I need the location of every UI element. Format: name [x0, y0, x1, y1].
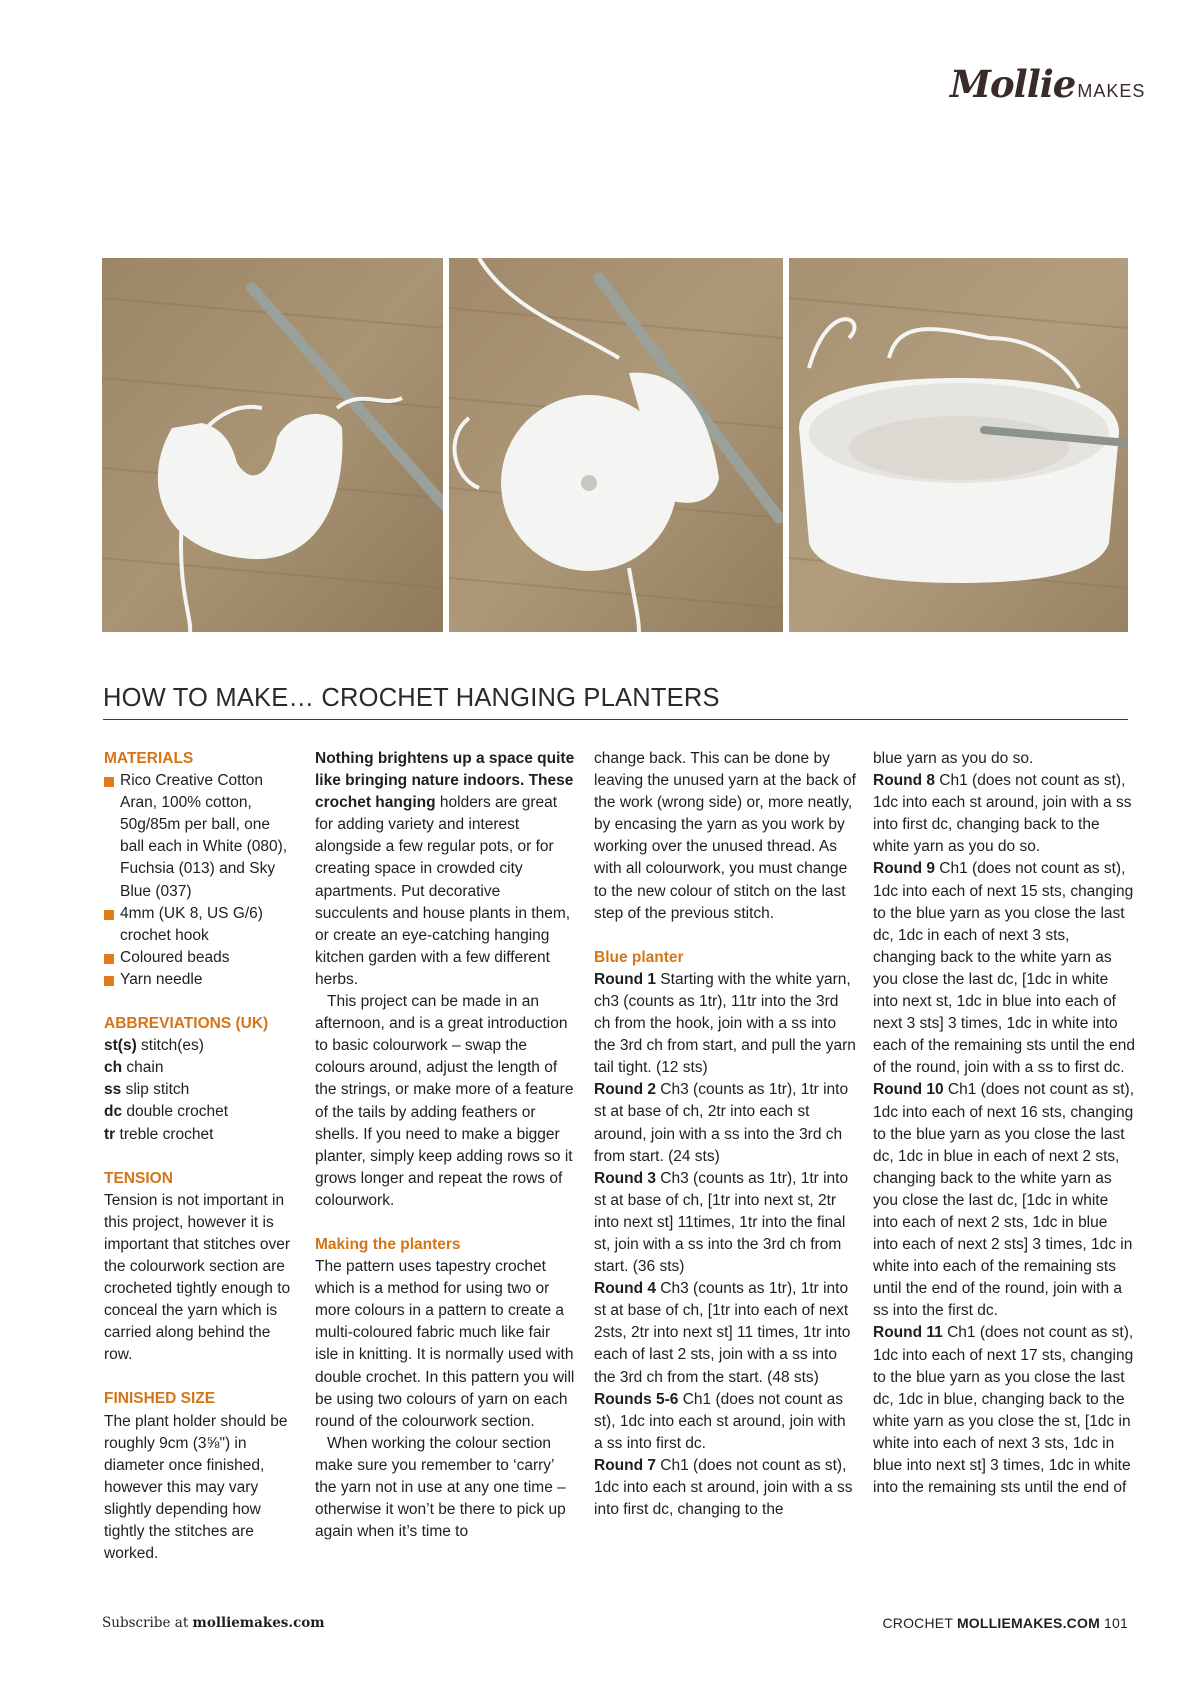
round-text: Ch1 (does not count as st), 1dc into each st around, join with a ss into first dc.	[594, 1390, 846, 1452]
tension-heading: TENSION	[104, 1169, 173, 1187]
round-label: Round 9	[873, 860, 935, 878]
intro-paragraph-2: This project can be made in an afternoon, and is a great introduction to basic colourwork – swap the colours around, adjust the length of the strings, or make more of a feature of the tails by adding feathers or shells. If you need to make a bigger planter, simply keep adding rows so it grows longer and repeat the rows of colourwork.	[315, 993, 574, 1209]
materials-item: Yarn needle	[104, 969, 296, 991]
round-text-part1: Ch1 (does not count as st), 1dc into each st around, join with a ss into first dc, changing to the	[594, 1456, 853, 1519]
page-title: HOW TO MAKE… CROCHET HANGING PLANTERS	[103, 684, 1128, 720]
abbreviation-term: ch	[104, 1059, 123, 1077]
materials-item: Coloured beads	[104, 947, 296, 969]
abbreviations-heading: ABBREVIATIONS (UK)	[104, 1015, 269, 1033]
column-intro	[315, 748, 575, 1543]
mollie-makes-logo	[950, 62, 1146, 106]
making-paragraph-2-start	[315, 1433, 575, 1543]
round-label: Round 7	[594, 1456, 656, 1474]
round-7-continued	[873, 748, 1135, 770]
footer-page-info	[882, 1615, 1128, 1631]
round-label: Round 8	[873, 772, 935, 790]
round-instruction	[594, 1079, 856, 1167]
making-heading: Making the planters	[315, 1235, 461, 1253]
making-paragraph-2-part2: change back. This can be done by leaving the unused yarn at the back of the work (wrong side) or, more neatly, by encasing the yarn as you work by working over the unused thread. As with all colourwork, you must change to the new colour of stitch on the last step of the previous stitch.	[594, 750, 856, 922]
making-paragraph-1: The pattern uses tapestry crochet which is a method for using two or more colours in a pattern to create a multi-coloured fabric much like fair isle in knitting. It is normally used with double crochet. In this pattern you will be using two colours of yarn on each round of the colourwork section.	[315, 1258, 575, 1430]
abbreviation-term: st(s)	[104, 1037, 137, 1055]
round-instruction	[873, 1322, 1135, 1499]
abbreviation-meaning: stitch(es)	[141, 1037, 204, 1055]
round-text-part2: blue yarn as you do so.	[873, 750, 1034, 767]
column-blue-planter	[594, 748, 856, 1521]
abbreviation-term: ss	[104, 1081, 122, 1099]
round-instruction	[594, 1168, 856, 1278]
abbreviation-meaning: double crochet	[126, 1103, 229, 1121]
logo-makes: MAKES	[1077, 81, 1146, 101]
materials-heading: MATERIALS	[104, 750, 194, 767]
abbreviation-row	[104, 1035, 296, 1057]
round-instruction	[594, 1278, 856, 1388]
abbreviation-term: tr	[104, 1125, 116, 1143]
round-text: Ch1 (does not count as st), 1dc into each of next 16 sts, changing to the blue yarn as you close the last dc, 1dc in blue in each of next 2 sts, changing back to the white yarn as you close the last dc, [1dc in white into each of next 2 sts, 1dc in blue into each of next 2 sts] 3 times, 1dc in white into each of the remaining sts until the end of the round, join with a ss into the first dc.	[873, 1081, 1135, 1320]
intro-rest: holders are great for adding variety and interest alongside a few regular pots, or for creating space in crowded city apartments. Put decorative succulents and house plants in them, or create an eye-catching hanging kitchen garden with a few different herbs.	[315, 794, 571, 988]
photo-step-1	[102, 258, 443, 632]
abbreviation-meaning: treble crochet	[119, 1125, 214, 1143]
footer-site: MOLLIEMAKES.COM	[956, 1615, 1100, 1631]
round-label: Round 3	[594, 1169, 656, 1187]
round-text: Ch1 (does not count as st), 1dc into each of next 15 sts, changing to the blue yarn as you close the last dc, 1dc in each of next 3 sts, changing back to the white yarn as you close the last dc, [1dc in white into next st, 1dc in blue into each of next 3 sts] 3 times, 1dc in white into each of the remaining sts until the end of the round, join with a ss to first dc.	[873, 860, 1135, 1077]
making-paragraph-2-part1: When working the colour section make sure you remember to ‘carry’ the yarn not in use at any one time – otherwise it won’t be there to pick up again when it’s time to	[315, 1434, 566, 1541]
round-instruction	[594, 1389, 856, 1455]
round-instruction	[873, 1079, 1135, 1322]
materials-item: Rico Creative Cotton Aran, 100% cotton, 50g/85m per ball, one ball each in White (080), Fuchsia (013) and Sky Blue (037)	[104, 770, 296, 903]
intro-lead: Nothing brightens up a space quite like bringing nature indoors. These crochet hanging	[315, 750, 575, 812]
round-label: Round 10	[873, 1081, 944, 1099]
abbreviation-term: dc	[104, 1103, 123, 1121]
round-label: Round 1	[594, 970, 656, 988]
photo-step-3	[789, 258, 1128, 632]
footer-section: CROCHET	[882, 1615, 957, 1631]
abbreviation-row	[104, 1101, 296, 1123]
round-text: Ch1 (does not count as st), 1dc into each st around, join with a ss into first dc, changing back to the white yarn as you do so.	[873, 772, 1132, 856]
round-instruction	[594, 969, 856, 1079]
materials-item: 4mm (UK 8, US G/6) crochet hook	[104, 903, 296, 947]
tension-text: Tension is not important in this project, however it is important that stitches over the colourwork section are crocheted tightly enough to conceal the yarn which is carried along behind the row.	[104, 1191, 291, 1364]
photo-step-2	[449, 258, 783, 632]
round-text: Starting with the white yarn, ch3 (counts as 1tr), 11tr into the 3rd ch from the hook, join with a ss into the 3rd ch from start, and pull the yarn tail tight. (12 sts)	[594, 970, 856, 1077]
page-number: 101	[1104, 1615, 1128, 1631]
round-instruction	[873, 770, 1135, 858]
footer-site-link[interactable]: molliemakes.com	[192, 1615, 325, 1631]
round-label: Round 11	[873, 1324, 943, 1342]
round-text: Ch3 (counts as 1tr), 1tr into st at base of ch, [1tr into each of next 2sts, 2tr into next st] 11 times, 1tr into each of last 2 sts, join with a ss into the 3rd ch from the start. (48 sts)	[594, 1280, 851, 1386]
round-instruction	[873, 858, 1135, 1079]
column-blue-planter-continued	[873, 748, 1135, 1499]
footer-subscribe-prefix: Subscribe at	[102, 1615, 193, 1631]
abbreviation-meaning: chain	[126, 1059, 164, 1077]
finished-size-text: The plant holder should be roughly 9cm (3⅝") in diameter once finished, however this may vary slightly depending how tightly the stitches are worked.	[104, 1412, 288, 1563]
round-text: Ch3 (counts as 1tr), 1tr into st at base of ch, 2tr into each st around, join with a ss into the 3rd ch from start. (24 sts)	[594, 1081, 849, 1165]
abbreviation-row	[104, 1057, 296, 1079]
round-text: Ch1 (does not count as st), 1dc into each of next 17 sts, changing to the blue yarn as you close the last dc, 1dc in blue, changing back to the white yarn as you close the st, [1dc in white into each of next 3 sts, 1dc in blue into next st] 3 times, 1dc in white into the remaining sts until the end of	[873, 1324, 1134, 1497]
footer-subscribe	[102, 1615, 325, 1631]
round-label: Round 4	[594, 1280, 656, 1298]
abbreviation-meaning: slip stitch	[125, 1081, 190, 1099]
column-materials	[104, 748, 296, 1565]
abbreviation-row	[104, 1124, 296, 1146]
logo-script: Mollie	[950, 62, 1076, 106]
blue-planter-heading: Blue planter	[594, 948, 684, 966]
round-instruction	[594, 1455, 856, 1521]
abbreviation-row	[104, 1079, 296, 1101]
round-text: Ch3 (counts as 1tr), 1tr into st at base of ch, [1tr into next st, 2tr into next st] 11times, 1tr into the final st, join with a ss into the 3rd ch from start. (36 sts)	[594, 1169, 849, 1276]
intro-paragraph	[315, 748, 575, 991]
making-paragraph-2-continued	[594, 748, 856, 925]
round-label: Rounds 5-6	[594, 1390, 679, 1408]
finished-size-heading: FINISHED SIZE	[104, 1390, 216, 1408]
round-label: Round 2	[594, 1081, 656, 1099]
